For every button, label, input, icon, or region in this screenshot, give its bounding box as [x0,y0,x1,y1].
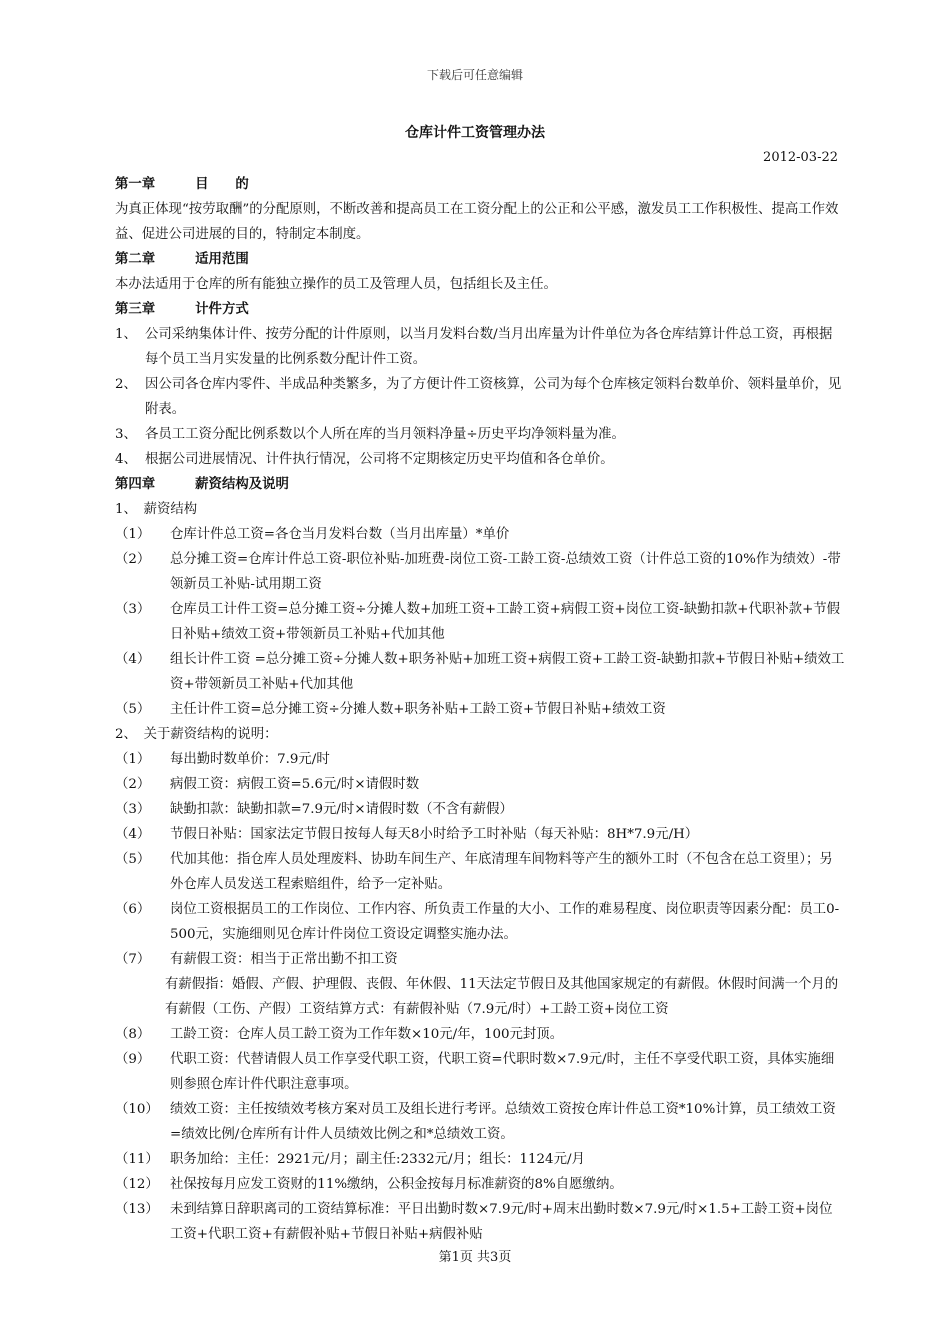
chapter-1-body: 为真正体现“按劳取酬”的分配原则，不断改善和提高员工在工资分配上的公正和公平感，激发员工工作积极性、提高工作效益、促进公司进展的目的，特制定本制度。 [115,202,839,242]
list-item: （4） 组长计件工资 =总分摊工资÷分摊人数+职务补贴+加班工资+病假工资+工龄工资-缺勤扣款+节假日补贴+绩效工资+带领新员工补贴+代加其他 [115,652,845,692]
document-body [115,172,845,1247]
section-salary-notes: 2、 关于薪资结构的说明： [115,727,278,742]
list-item: （4） 节假日补贴：国家法定节假日按每人每天8小时给予工时补贴（每天补贴：8H*7.9元/H） [115,827,699,842]
list-item: （3） 仓库员工计件工资=总分摊工资÷分摊人数+加班工资+工龄工资+病假工资+岗位工资-缺勤扣款+代职补款+节假日补贴+绩效工资+带领新员工补贴+代加其他 [115,602,841,642]
list-item: 2、 因公司各仓库内零件、半成品种类繁多，为了方便计件工资核算，公司为每个仓库核定领料台数单价、领料量单价，见附表。 [115,377,842,417]
chapter-2-heading: 第二章 适用范围 [115,251,249,267]
list-item: （2） 总分摊工资=仓库计件总工资-职位补贴-加班费-岗位工资-工龄工资-总绩效工资（计件总工资的10%作为绩效）-带领新员工补贴-试用期工资 [115,552,841,592]
paid-leave-note: 有薪假指：婚假、产假、护理假、丧假、年休假、11天法定节假日及其他国家规定的有薪假。休假时间满一个月的有薪假（工伤、产假）工资结算方式：有薪假补贴（7.9元/时）+工龄工资+岗位工资 [165,977,839,1017]
document-date: 2012-03-22 [763,150,838,165]
page-header: 下载后可任意编辑 [426,68,523,82]
list-item: （13） 未到结算日辞职离司的工资结算标准：平日出勤时数×7.9元/时+周末出勤时数×7.9元/时×1.5+工龄工资+岗位工资+代职工资+有薪假补贴+节假日补贴+病假补贴 [115,1202,833,1242]
list-item: （2） 病假工资：病假工资=5.6元/时×请假时数 [115,777,420,792]
chapter-1-heading: 第一章 目 的 [115,176,249,192]
list-item: 1、 公司采纳集体计件、按劳分配的计件原则，以当月发料台数/当月出库量为计件单位为各仓库结算计件总工资，再根据每个员工当月实发量的比例系数分配计件工资。 [115,327,833,367]
list-item: （8） 工龄工资：仓库人员工龄工资为工作年数×10元/年，100元封顶。 [115,1027,564,1042]
section-salary-structure: 1、 薪资结构 [115,502,198,517]
chapter-4-heading: 第四章 薪资结构及说明 [115,476,289,492]
page-footer: 第1页 共3页 [438,1250,512,1265]
list-item: （11） 职务加给：主任：2921元/月；副主任:2332元/月；组长：1124元/月 [115,1152,585,1167]
list-item: （3） 缺勤扣款：缺勤扣款=7.9元/时×请假时数（不含有薪假） [115,802,513,817]
list-item: （7） 有薪假工资：相当于正常出勤不扣工资 [115,952,398,967]
list-item: （1） 仓库计件总工资=各仓当月发料台数（当月出库量）*单价 [115,527,510,542]
list-item: （12） 社保按每月应发工资财的11%缴纳，公积金按每月标准薪资的8%自愿缴纳。 [115,1177,623,1192]
list-item: （6） 岗位工资根据员工的工作岗位、工作内容、所负责工作量的大小、工作的难易程度、岗位职责等因素分配：员工0-500元，实施细则见仓库计件岗位工资设定调整实施办法。 [115,902,840,942]
list-item: （10） 绩效工资：主任按绩效考核方案对员工及组长进行考评。总绩效工资按仓库计件总工资*10%计算，员工绩效工资=绩效比例/仓库所有计件人员绩效比例之和*总绩效工资。 [115,1102,836,1142]
list-item: （5） 主任计件工资=总分摊工资÷分摊人数+职务补贴+工龄工资+节假日补贴+绩效工资 [115,702,666,717]
chapter-2-body: 本办法适用于仓库的所有能独立操作的员工及管理人员，包括组长及主任。 [115,277,557,292]
list-item: （1） 每出勤时数单价：7.9元/时 [115,752,330,767]
chapter-3-heading: 第三章 计件方式 [115,301,249,317]
document-title: 仓库计件工资管理办法 [405,125,545,141]
list-item: （9） 代职工资：代替请假人员工作享受代职工资，代职工资=代职时数×7.9元/时，主任不享受代职工资，具体实施细则参照仓库计件代职注意事项。 [115,1052,835,1092]
list-item: 3、 各员工工资分配比例系数以个人所在库的当月领料净量÷历史平均净领料量为准。 [115,427,625,442]
list-item: 4、 根据公司进展情况、计件执行情况，公司将不定期核定历史平均值和各仓单价。 [115,452,614,467]
list-item: （5） 代加其他：指仓库人员处理废料、协助车间生产、年底清理车间物料等产生的额外工时（不包含在总工资里）；另外仓库人员发送工程索赔组件，给予一定补贴。 [115,852,833,892]
